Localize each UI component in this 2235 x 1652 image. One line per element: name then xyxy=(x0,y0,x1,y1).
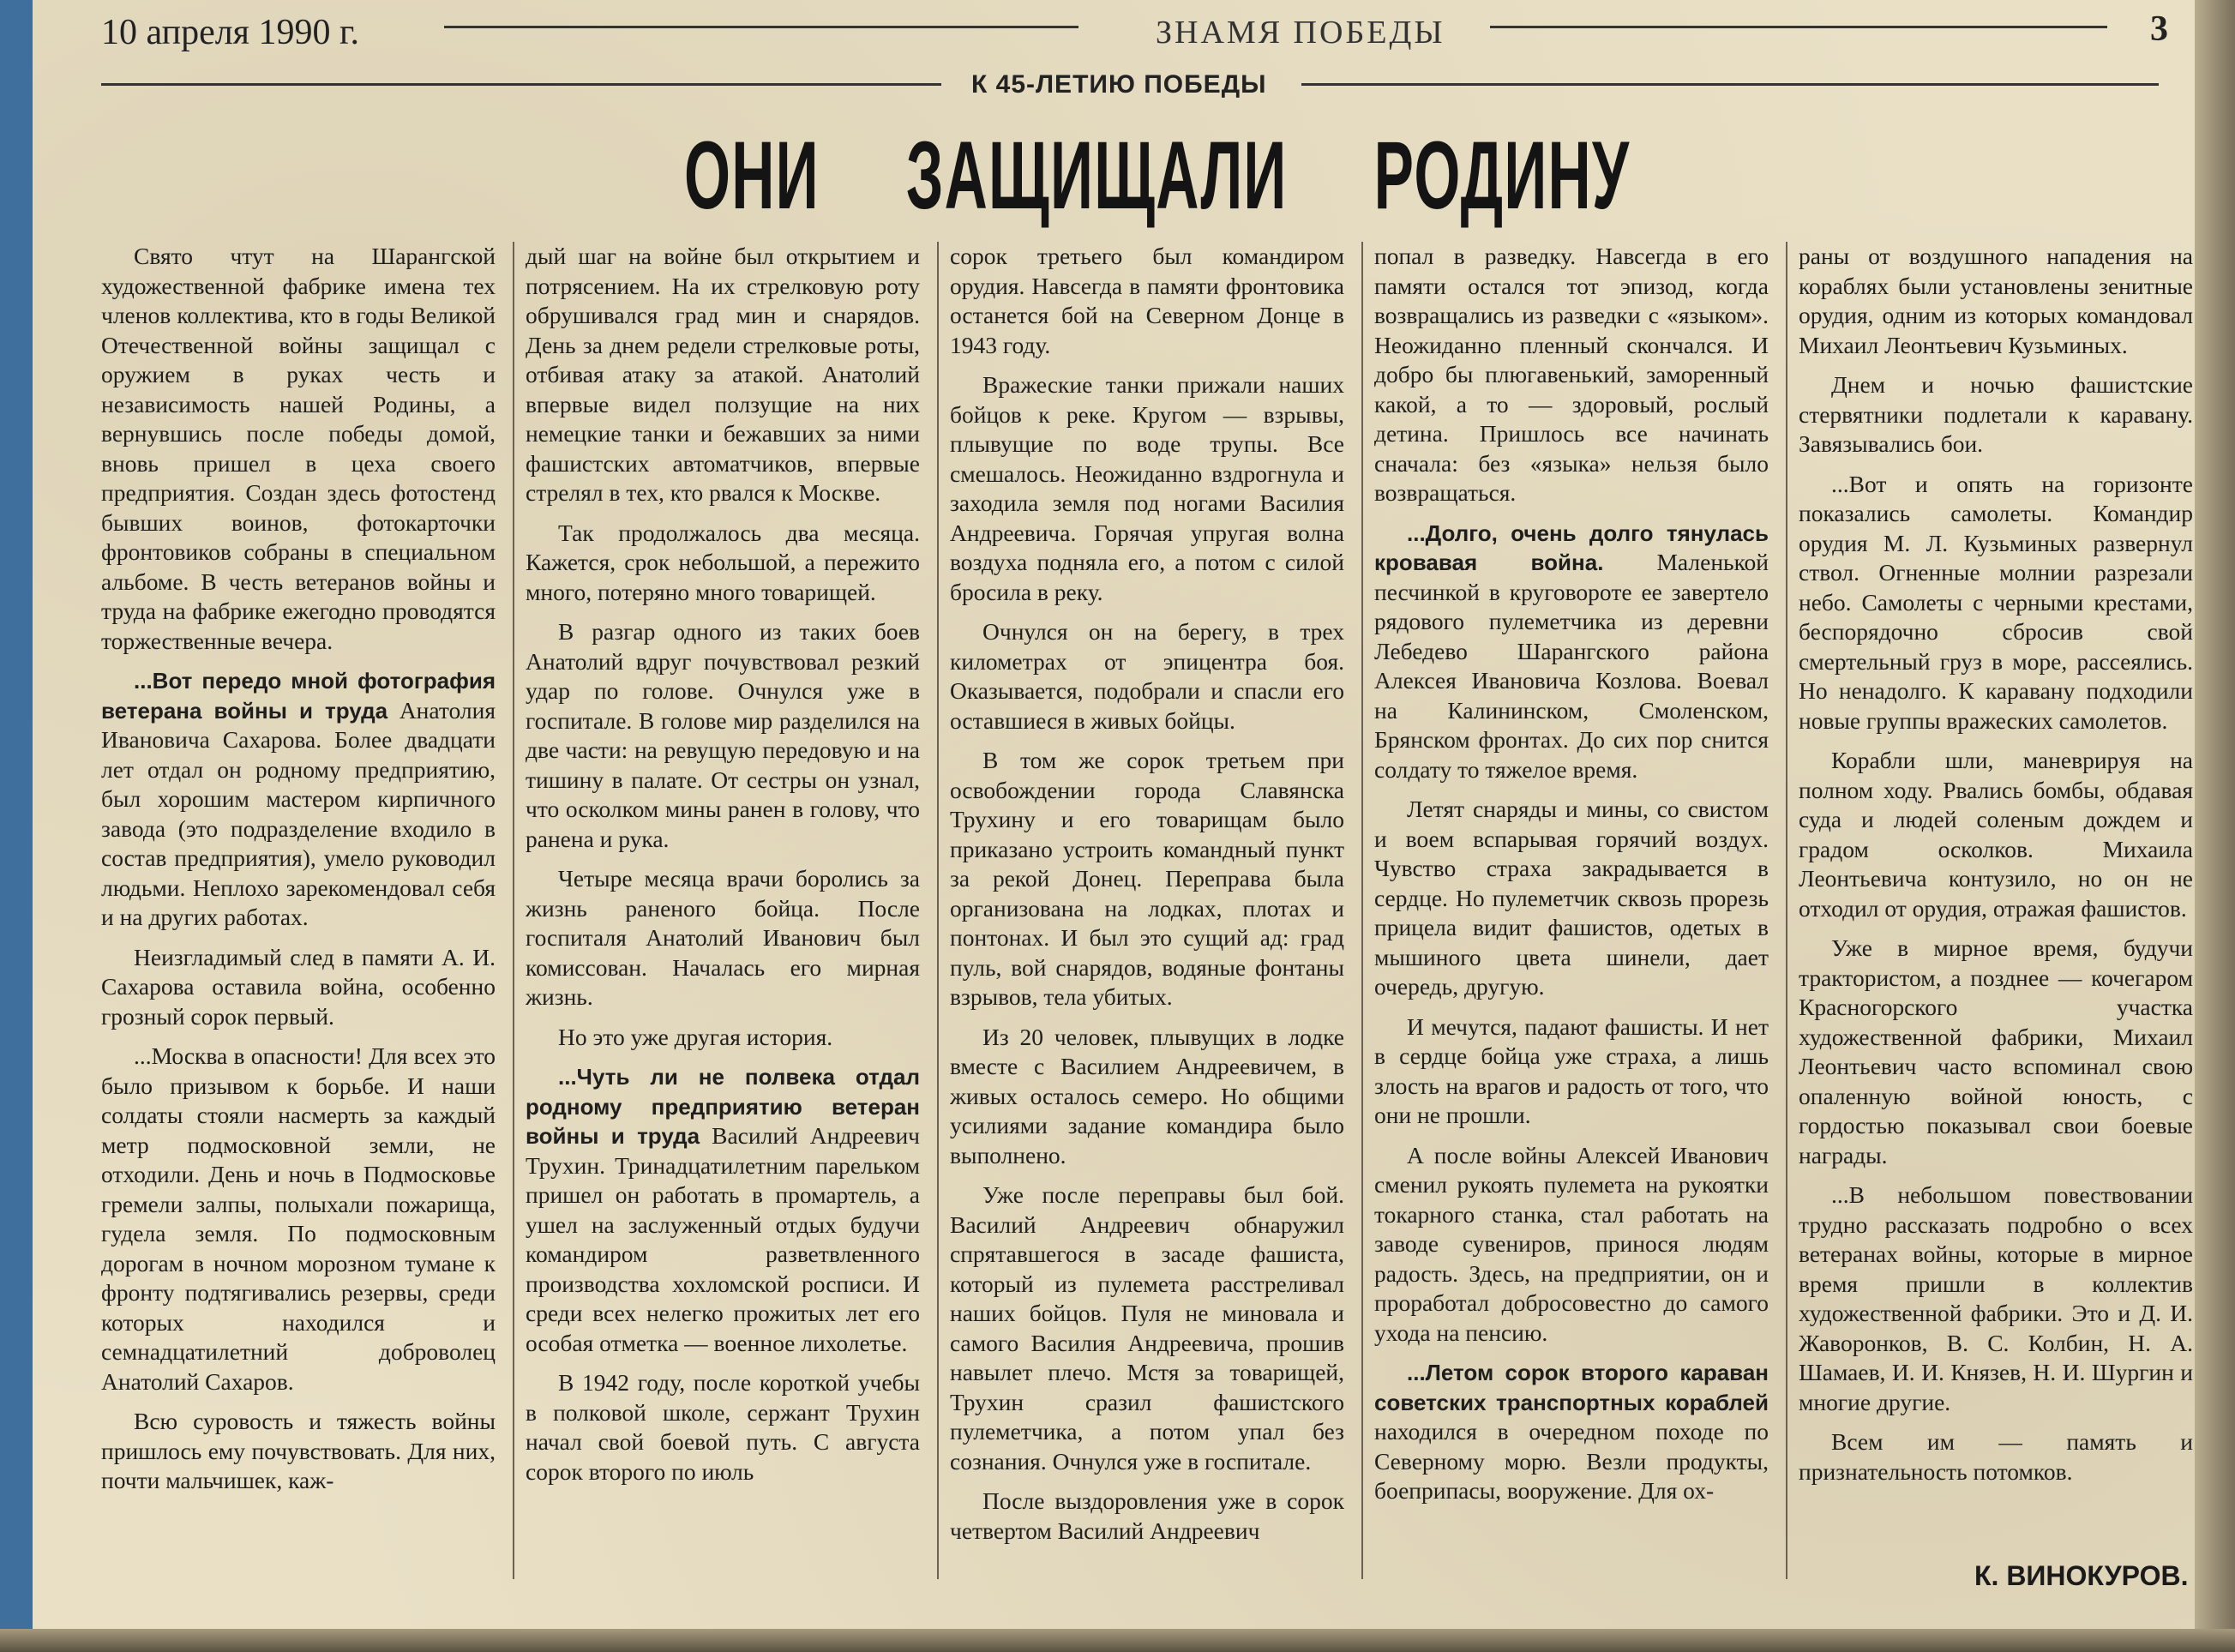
article-column-1 xyxy=(101,242,496,1588)
paragraph: Днем и ночью фашистские стервятники подлетали к каравану. Завязывались бои. xyxy=(1799,371,2193,457)
page-number: 3 xyxy=(2150,9,2168,49)
paragraph: ...Вот и опять на горизонте показались самолеты. Командир орудия М. Л. Кузьминых развернул ствол. Огненные молнии разрезали небо. Самолеты с черными крестами, беспорядочно сбросив свой смертельный груз в море, рассеялись. Но ненадолго. К каравану подходили новые группы вражеских самолетов. xyxy=(1799,470,2193,734)
newspaper-name: ЗНАМЯ ПОБЕДЫ xyxy=(1156,15,1445,51)
article-column-3 xyxy=(950,242,1344,1588)
lead-text: ...Летом сорок второго караван советских транспортных кораблей xyxy=(1374,1360,1769,1415)
lead-paragraph xyxy=(526,1062,920,1358)
paragraph: Летят снаряды и мины, со свистом и воем вспарывая горячий воздух. Чувство страха закрадывается в сердце. Но пулеметчик сквозь прорезь прицела видит фашистов, одетых в мышиного цвета шинели, дает очередь, другую. xyxy=(1374,796,1769,1000)
newspaper-page xyxy=(33,0,2224,1646)
page-edge xyxy=(0,1629,2235,1652)
paragraph: Четыре месяца врачи боролись за жизнь раненого бойца. После госпиталя Анатолий Иванович был комиссован. Началась его мирная жизнь. xyxy=(526,865,920,1010)
rubric-rule-left xyxy=(101,83,941,86)
paragraph: Так продолжалось два месяца. Кажется, срок небольшой, а пережито много, потеряно много товарищей. xyxy=(526,519,920,605)
issue-date: 10 апреля 1990 г. xyxy=(101,13,359,52)
paragraph: Уже в мирное время, будучи трактористом, а позднее — кочегаром Красногорского участка художественной фабрики, Михаил Леонтьевич часто вспоминал свою опаленную войной юность, с гордостью показывал свои боевые награды. xyxy=(1799,934,2193,1168)
binding-edge xyxy=(2195,0,2235,1652)
column-divider xyxy=(1786,242,1787,1579)
paragraph: ...Москва в опасности! Для всех это было призывом к борьбе. И наши солдаты стояли насмерть за каждый метр подмосковной земли, не отходили. День и ночь в Подмосковье гремели залпы, полыхали пожарища, гудела земля. По подмосковным дорогам в ночном морозном тумане к фронту подтягивались резервы, среди которых находился и семнадцатилетний доброволец Анатолий Сахаров. xyxy=(101,1042,496,1395)
paragraph: В разгар одного из таких боев Анатолий вдруг почувствовал резкий удар по голове. Очнулся уже в госпитале. В голове мир разделился на две части: на ревущую передовую и на тишину в палате. От сестры он узнал, что осколком мины ранен в голову, что ранена и рука. xyxy=(526,618,920,852)
paragraph: раны от воздушного нападения на кораблях были установлены зенитные орудия, одним из которых командовал Михаил Леонтьевич Кузьминых. xyxy=(1799,243,2193,358)
header-rule-left xyxy=(444,26,1078,28)
paragraph: Очнулся он на берегу, в трех километрах от эпицентра боя. Оказывается, подобрали и спасли его оставшиеся в живых бойцы. xyxy=(950,618,1344,734)
paragraph-text: Маленькой песчинкой в круговороте ее завертело рядового пулеметчика из деревни Лебедево Шарангского района Алексея Ивановича Козлова. Воевал на Калининском, Смоленском, Брянском фронтах. До сих пор снится солдату то тяжелое время. xyxy=(1374,549,1769,783)
paragraph: И мечутся, падают фашисты. И нет в сердце бойца уже страха, а лишь злость на врагов и радость от того, что они не прошли. xyxy=(1374,1012,1769,1128)
header-rule-right xyxy=(1490,26,2107,28)
paragraph: Вражеские танки прижали наших бойцов к реке. Кругом — взрывы, плывущие по воде трупы. Все смешалось. Неожиданно вздрогнула и заходила земля под ногами Василия Андреевича. Горячая упругая волна воздуха подняла его, а потом с силой бросила в реку. xyxy=(950,371,1344,605)
paragraph: Всем им — память и признательность потомков. xyxy=(1799,1428,2193,1485)
rubric-rule-right xyxy=(1301,83,2159,86)
paragraph: В том же сорок третьем при освобождении города Славянска Трухину и его товарищам было приказано устроить командный пункт за рекой Донец. Переправа была организована на лодках, плотах и понтонах. И был это сущий ад: град пуль, вой снарядов, водяные фонтаны взрывов, тела убитых. xyxy=(950,747,1344,1010)
paragraph: Всю суровость и тяжесть войны пришлось ему почувствовать. Для них, почти мальчишек, каж- xyxy=(101,1408,496,1493)
article-column-2 xyxy=(526,242,920,1588)
paragraph: Уже после переправы был бой. Василий Андреевич обнаружил спрятавшегося в засаде фашиста, который из пулемета расстреливал наших бойцов. Пуля не миновала и самого Василия Андреевича, прошив навылет плечо. Мстя за товарищей, Трухин сразил фашистского пулеметчика, а потом упал без сознания. Очнулся уже в госпитале. xyxy=(950,1181,1344,1475)
paragraph: А после войны Алексей Иванович сменил рукоять пулемета на рукоятки токарного станка, стал работать на заводе сувениров, принося людям радость. Здесь, на предприятии, он и проработал добросовестно до самого ухода на пенсию. xyxy=(1374,1141,1769,1346)
article-column-4 xyxy=(1374,242,1769,1588)
paragraph: Неизгладимый след в памяти А. И. Сахарова оставила война, особенно грозный сорок первый. xyxy=(101,943,496,1030)
paragraph: дый шаг на войне был открытием и потрясением. На их стрелковую роту обрушивался град мин и снарядов. День за днем редели стрелковые роты, отбивая атаку за атакой. Анатолий впервые видел ползущие на них немецкие танки и бежавших за ними фашистских автоматчиков, впервые стрелял в тех, кто рвался к Москве. xyxy=(526,243,920,506)
lead-text: ...Долго, очень долго тянулась кровавая война. xyxy=(1374,520,1769,575)
lead-text: ...Вот передо мной фотография ветерана войны и труда xyxy=(101,668,496,724)
article-headline: ОНИ ЗАЩИЩАЛИ РОДИНУ xyxy=(684,122,1631,229)
author-signature: К. ВИНОКУРОВ. xyxy=(1974,1560,2189,1591)
paragraph: Корабли шли, маневрируя на полном ходу. Рвались бомбы, обдавая суда и людей соленым дождем и градом осколков. Михаила Леонтьевича контузило, но он не отходил от орудия, отражая фашистов. xyxy=(1799,747,2193,922)
paragraph: Но это уже другая история. xyxy=(558,1023,833,1050)
paragraph: После выздоровления уже в сорок четвертом Василий Андреевич xyxy=(950,1487,1344,1544)
paragraph: сорок третьего был командиром орудия. Навсегда в памяти фронтовика останется бой на Северном Донце в 1943 году. xyxy=(950,243,1344,358)
column-divider xyxy=(1361,242,1363,1579)
paragraph: Свято чтут на Шарангской художественной фабрике имена тех членов коллектива, кто в годы Великой Отечественной войны защищал с оружием в руках честь и независимость нашей Родины, а вернувшись после победы домой, вновь пришел в цеха своего предприятия. Создан здесь фотостенд бывших воинов, фотокарточки фронтовиков собраны в специальном альбоме. В честь ветеранов войны и труда на фабрике ежегодно проводятся торжественные вечера. xyxy=(101,243,496,654)
column-divider xyxy=(513,242,514,1579)
paragraph: Из 20 человек, плывущих в лодке вместе с Василием Андреевичем, в живых осталось семеро. Но общими усилиями задание командира было выполнено. xyxy=(950,1023,1344,1168)
lead-paragraph xyxy=(1374,1358,1769,1506)
paragraph-text: находился в очередном походе по Северному морю. Везли продукты, боеприпасы, вооружение. Для ох- xyxy=(1374,1418,1769,1504)
paragraph-text: Василий Андреевич Трухин. Тринадцатилетним парельком пришел он работать в промартель, а ушел на заслуженный отдых будучи командиром разветвленного производства хохломской росписи. И среди всех нелегко прожитых лет его особая отметка — военное лихолетье. xyxy=(526,1122,920,1356)
paragraph: ...В небольшом повествовании трудно рассказать подробно о всех ветеранах войны, которые в мирное время пришли в коллектив художественной фабрики. Это и Д. И. Жаворонков, В. С. Колбин, Н. А. Шамаев, И. И. Князев, Н. И. Шургин и многие другие. xyxy=(1799,1181,2193,1415)
section-rubric: К 45-ЛЕТИЮ ПОБЕДЫ xyxy=(971,70,1267,99)
column-divider xyxy=(937,242,939,1579)
lead-text: ...Чуть ли не полвека отдал родному предприятию ветеран войны и труда xyxy=(526,1064,920,1149)
paragraph: В 1942 году, после короткой учебы в полковой школе, сержант Трухин начал свой боевой путь. С августа сорок второго по июль xyxy=(526,1369,920,1485)
lead-paragraph xyxy=(1374,519,1769,785)
article-column-5 xyxy=(1799,242,2193,1545)
lead-paragraph xyxy=(101,666,496,933)
paragraph-text: Анатолия Ивановича Сахарова. Более двадцати лет отдал он родному предприятию, был хорошим мастером кирпичного завода (это подразделение входило в состав предприятия), умело руководил людьми. Неплохо зарекомендовал себя и на других работах. xyxy=(101,696,496,930)
paragraph: попал в разведку. Навсегда в его памяти остался тот эпизод, когда возвращались из разведки с «языком». Неожиданно пленный скончался. И добро бы плюгавенький, заморенный какой, а то — здоровый, рослый детина. Пришлось все начинать сначала: без «языка» нельзя было возвращаться. xyxy=(1374,243,1769,506)
